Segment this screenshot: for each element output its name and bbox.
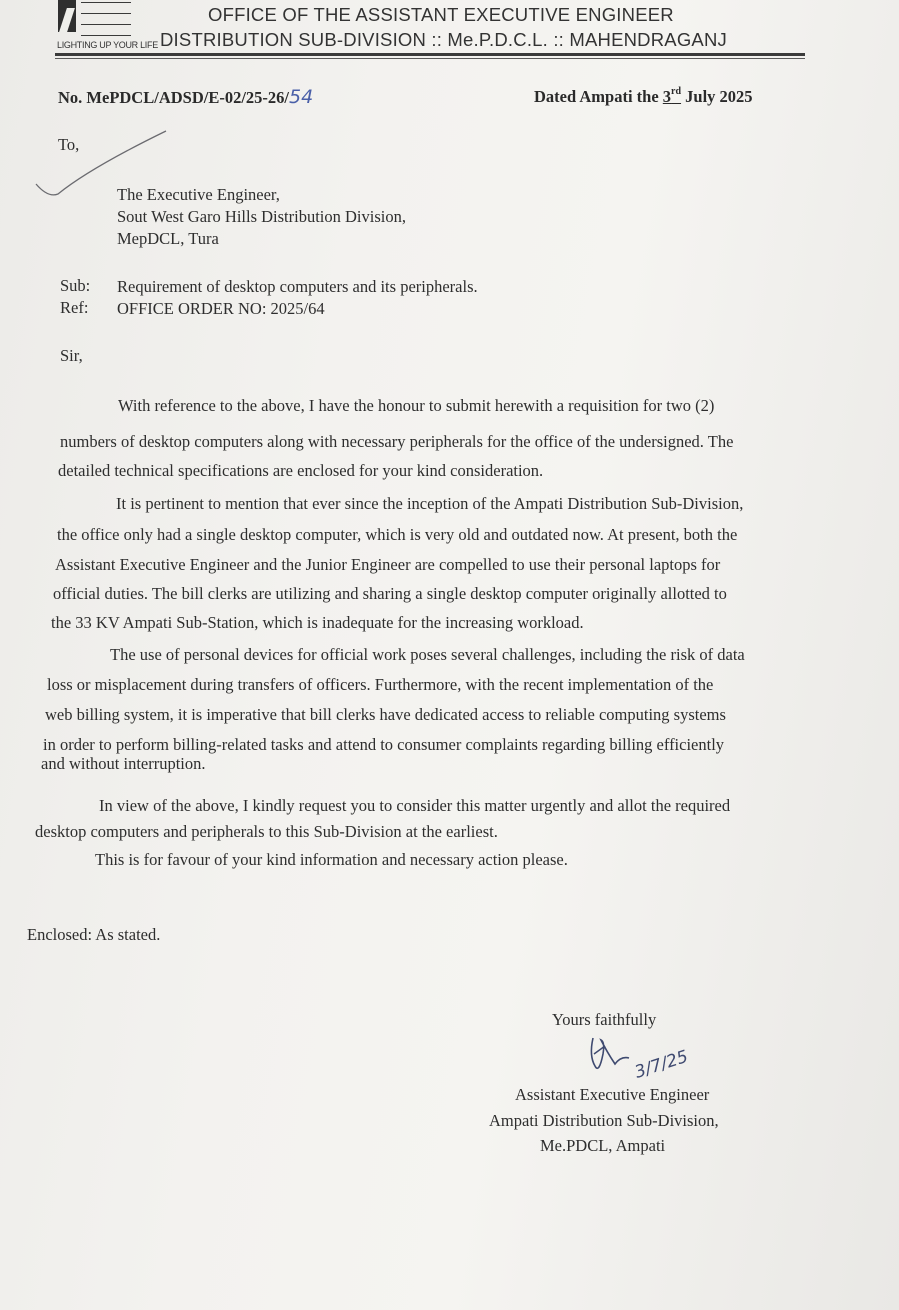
handwritten-signature (585, 1034, 715, 1086)
paragraph-3-line-1: The use of personal devices for official work poses several challenges, including the risk of data (110, 645, 745, 664)
memo-date (534, 86, 753, 107)
date-day: 3rd (662, 86, 682, 106)
logo-lines-icon (81, 2, 131, 36)
memo-number-handwritten: 54 (288, 86, 314, 108)
logo-mark-icon (58, 0, 76, 32)
enclosed-note: Enclosed: As stated. (27, 925, 161, 944)
memo-number-text: No. MePDCL/ADSD/E-02/25-26/ (58, 88, 289, 107)
paragraph-4-line-2: desktop computers and peripherals to this Sub-Division at the earliest. (35, 822, 498, 841)
designation: Assistant Executive Engineer (515, 1085, 710, 1104)
paragraph-4-line-1: In view of the above, I kindly request you to consider this matter urgently and allot the required (99, 796, 731, 815)
organization: Me.PDCL, Ampati (540, 1136, 666, 1155)
subject-label: Sub: (60, 276, 91, 295)
recipient-line-1: The Executive Engineer, (117, 185, 280, 204)
letterhead-subtitle: DISTRIBUTION SUB-DIVISION :: Me.P.D.C.L. :: MAHENDRAGANJ (160, 29, 727, 50)
recipient-line-2: Sout West Garo Hills Distribution Division, (117, 207, 406, 226)
paragraph-1-line-2: numbers of desktop computers along with necessary peripherals for the office of the undersigned. The (60, 432, 734, 451)
office-name: Ampati Distribution Sub-Division, (489, 1111, 719, 1130)
greeting: Sir, (60, 346, 83, 365)
mepdcl-logo (55, 0, 158, 52)
reference-text: OFFICE ORDER NO: 2025/64 (117, 299, 325, 318)
paragraph-2-line-1: It is pertinent to mention that ever since the inception of the Ampati Distribution Sub-Division, (116, 494, 744, 513)
paragraph-3-line-4: in order to perform billing-related tasks and attend to consumer complaints regarding billing efficiently (43, 735, 725, 754)
paragraph-2-line-3: Assistant Executive Engineer and the Junior Engineer are compelled to use their personal laptops for (55, 555, 721, 574)
subject-text: Requirement of desktop computers and its peripherals. (117, 277, 478, 296)
valediction: Yours faithfully (552, 1010, 657, 1029)
logo-tagline: LIGHTING UP YOUR LIFE (57, 40, 158, 50)
to-label: To, (58, 135, 80, 154)
paragraph-5: This is for favour of your kind information and necessary action please. (95, 850, 568, 869)
date-rest: July 2025 (681, 87, 753, 106)
paragraph-3-line-3: web billing system, it is imperative that bill clerks have dedicated access to reliable computing systems (45, 705, 726, 724)
letterhead-title: OFFICE OF THE ASSISTANT EXECUTIVE ENGINEER (208, 4, 674, 25)
date-prefix: Dated Ampati the (534, 87, 663, 106)
memo-number (58, 86, 313, 108)
recipient-line-3: MepDCL, Tura (117, 229, 219, 248)
paragraph-3-line-5: and without interruption. (41, 754, 206, 773)
header-rule (55, 53, 805, 56)
header-rule-thin (55, 58, 805, 59)
paragraph-2-line-4: official duties. The bill clerks are utilizing and sharing a single desktop computer originally allotted to (53, 584, 727, 603)
paragraph-1-line-1: With reference to the above, I have the honour to submit herewith a requisition for two (2) (118, 396, 715, 415)
paragraph-2-line-2: the office only had a single desktop computer, which is very old and outdated now. At present, both the (57, 525, 738, 544)
paragraph-3-line-2: loss or misplacement during transfers of officers. Furthermore, with the recent implementation of the (47, 675, 714, 694)
paragraph-1-line-3: detailed technical specifications are enclosed for your kind consideration. (58, 461, 544, 480)
signature-date: 3/7/25 (632, 1046, 691, 1083)
paragraph-2-line-5: the 33 KV Ampati Sub-Station, which is inadequate for the increasing workload. (51, 613, 584, 632)
reference-label: Ref: (60, 298, 89, 317)
